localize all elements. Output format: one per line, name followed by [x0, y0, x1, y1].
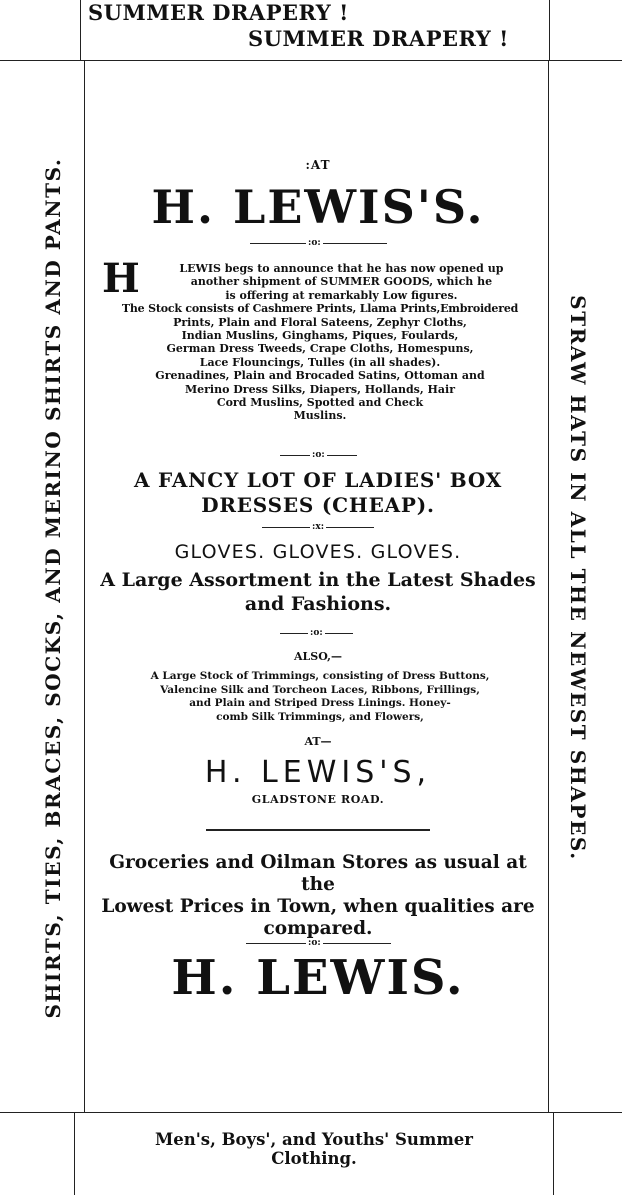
trimmings-line: and Plain and Striped Dress Linings. Honey- [189, 697, 451, 710]
business-name-top: H. LEWIS'S. [151, 180, 485, 234]
intro-line: Prints, Plain and Floral Sateens, Zephyr Cloths, [173, 315, 467, 329]
assortment-line: A Large Assortment in the Latest Shades [100, 569, 536, 591]
frame-line [553, 1112, 554, 1195]
at-label-middle: AT— [304, 735, 332, 748]
also-label: ALSO,— [294, 650, 342, 663]
frame-line [0, 1112, 622, 1113]
gloves-heading: GLOVES. GLOVES. GLOVES. [174, 541, 462, 563]
frame-line [549, 0, 550, 60]
side-text-left: SHIRTS, TIES, BRACES, SOCKS, AND MERINO SHIRTS AND PANTS. [41, 157, 65, 1019]
intro-line: Grenadines, Plain and Brocaded Satins, Ottoman and [155, 369, 485, 383]
intro-paragraph [102, 255, 538, 423]
business-name-middle: H. LEWIS'S, [204, 755, 432, 790]
frame-line [80, 0, 81, 60]
divider: :x: [262, 522, 374, 532]
intro-line: LEWIS begs to announce that he has now opened up [179, 262, 504, 275]
fancy-line: DRESSES (CHEAP). [201, 493, 435, 517]
groceries-text [92, 852, 544, 940]
footer-line: Men's, Boys', and Youths' Summer [155, 1130, 473, 1149]
side-text-right: STRAW HATS IN ALL THE NEWEST SHAPES. [566, 295, 590, 861]
frame-line [84, 60, 85, 1112]
divider: :o: [250, 238, 387, 248]
intro-line: Cord Muslins, Spotted and Check [216, 396, 424, 410]
frame-line [548, 60, 549, 1112]
drop-cap: H [102, 255, 140, 302]
fancy-line: A FANCY LOT OF LADIES' BOX [133, 468, 503, 492]
divider: :o: [280, 450, 357, 460]
groceries-line: Lowest Prices in Town, when qualities are [101, 896, 535, 917]
intro-line: The Stock consists of Cashmere Prints, Llama Prints,Embroidered [121, 302, 519, 316]
trimmings-line: comb Silk Trimmings, and Flowers, [216, 710, 424, 723]
intro-line: German Dress Tweeds, Crape Cloths, Homespuns, [166, 342, 474, 356]
assortment-line: and Fashions. [244, 593, 392, 615]
header-line-1: SUMMER DRAPERY ! [88, 0, 349, 25]
footer-text [76, 1130, 552, 1168]
groceries-line: Groceries and Oilman Stores as usual at the [109, 852, 527, 895]
assortment-text [92, 568, 544, 616]
intro-line: Lace Flouncings, Tulles (in all shades). [199, 355, 441, 369]
frame-line [0, 60, 622, 61]
business-name-bottom: H. LEWIS. [171, 950, 465, 1006]
intro-line: is offering at remarkably Low figures. [225, 288, 458, 302]
trimmings-paragraph [102, 670, 538, 724]
at-label-top: :AT [305, 158, 331, 172]
intro-line: Indian Muslins, Ginghams, Piques, Foulards, [181, 329, 459, 343]
footer-line: Clothing. [271, 1149, 357, 1168]
intro-line: Merino Dress Silks, Diapers, Hollands, Hair [184, 382, 456, 396]
section-rule [206, 829, 430, 831]
trimmings-line: Valencine Silk and Torcheon Laces, Ribbons, Frillings, [160, 683, 480, 696]
fancy-dresses-heading [92, 468, 544, 518]
header-line-2: SUMMER DRAPERY ! [248, 26, 509, 51]
trimmings-line: A Large Stock of Trimmings, consisting of Dress Buttons, [150, 670, 490, 682]
intro-line: Muslins. [293, 409, 347, 423]
intro-line: another shipment of SUMMER GOODS, which he [190, 275, 493, 289]
address-line: GLADSTONE ROAD. [251, 793, 385, 806]
frame-line [74, 1112, 75, 1195]
divider: :o: [246, 938, 391, 948]
divider: :o: [280, 628, 353, 638]
groceries-line: compared. [263, 918, 373, 939]
